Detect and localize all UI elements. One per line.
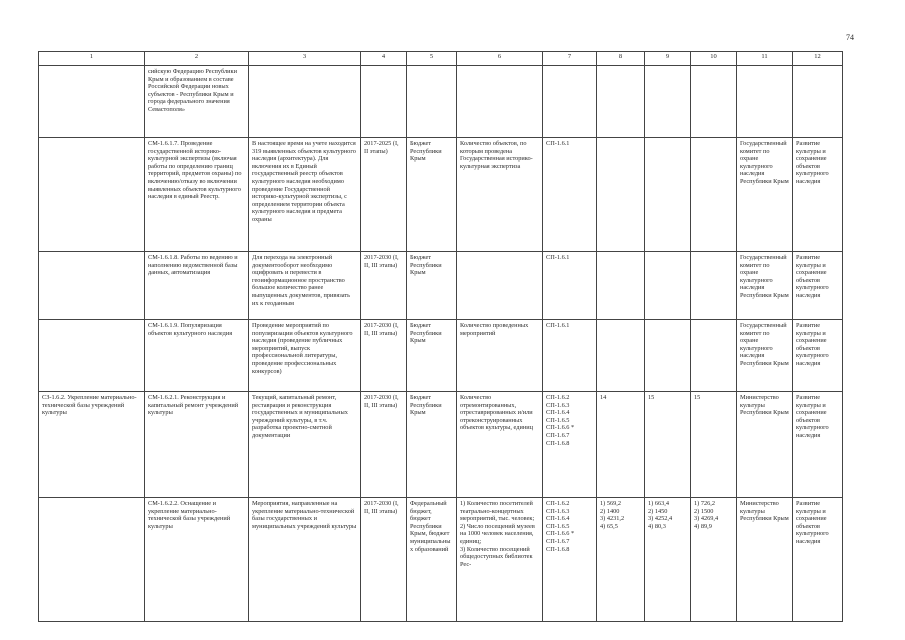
responsible-cell [737,66,793,138]
measure-cell: СМ-1.6.1.7. Проведение государственной историко-культурной экспертизы (включая работы по определению границ территорий, предметов охраны) по включению/отказу во включении выявленных объектов культурного наследия в единый Реестр. [145,138,249,252]
goal-cell [39,66,145,138]
table-row [39,392,843,498]
indicator-cell: Количество проведенных мероприятий [457,320,543,392]
header-cell: 12 [793,52,843,66]
funding-cell: Бюджет Республики Крым [407,252,457,320]
description-cell: Для перехода на электронный документооборот необходимо оцифровать и перевести в геоинформационное пространство большое количество ранее выпущенных документов, привязать их к геоданным [249,252,361,320]
value-cell [645,252,691,320]
value-cell [645,320,691,392]
goal-cell [39,320,145,392]
value-cell: 1) 663,4 2) 1450 3) 4252,4 4) 80,3 [645,498,691,622]
indicator-cell [457,66,543,138]
goal-cell [39,498,145,622]
goal-cell [39,252,145,320]
value-cell [691,320,737,392]
code-cell: СП-1.6.2 СП-1.6.3 СП-1.6.4 СП-1.6.5 СП-1.6.6 * СП-1.6.7 СП-1.6.8 [543,392,597,498]
measure-cell: СМ-1.6.2.1. Реконструкция и капитальный ремонт учреждений культуры [145,392,249,498]
measure-cell: сийскую Федерацию Республики Крым и образованием в составе Российской Федерации новых субъектов - Республики Крым и города федерального значения Севастополя» [145,66,249,138]
value-cell: 1) 569,2 2) 1400 3) 4231,2 4) 65,5 [597,498,645,622]
value-cell [597,66,645,138]
measure-cell: СМ-1.6.1.8. Работы по ведению и наполнению ведомственной базы данных, автоматизация [145,252,249,320]
responsible-cell: Государственный комитет по охране культурного наследия Республики Крым [737,320,793,392]
goal-cell: СЗ-1.6.2. Укрепление материально-технической базы учреждений культуры [39,392,145,498]
code-cell: СП-1.6.1 [543,138,597,252]
value-cell [691,138,737,252]
code-cell: СП-1.6.1 [543,320,597,392]
value-cell [645,138,691,252]
header-cell: 8 [597,52,645,66]
goal-cell [39,138,145,252]
period-cell: 2017-2030 (I, II, III этапы) [361,498,407,622]
header-cell: 5 [407,52,457,66]
value-cell: 15 [691,392,737,498]
responsible-cell: Министерство культуры Республики Крым [737,392,793,498]
indicator-cell: 1) Количество посетителей театрально-концертных мероприятий, тыс. человек; 2) Число посещений музеев на 1000 человек населения, единиц; 3) Количество посещений общедоступных библиотек Рес- [457,498,543,622]
header-cell: 2 [145,52,249,66]
value-cell [691,66,737,138]
table-row [39,498,843,622]
period-cell: 2017-2030 (I, II, III этапы) [361,320,407,392]
indicator-cell: Количество объектов, по которым проведена Государственная историко-культурная экспертиза [457,138,543,252]
header-cell: 11 [737,52,793,66]
result-cell: Развитие культуры и сохранение объектов культурного наследия [793,320,843,392]
header-cell: 1 [39,52,145,66]
value-cell: 15 [645,392,691,498]
funding-cell [407,66,457,138]
header-row [39,52,843,66]
value-cell [597,252,645,320]
funding-cell: Бюджет Республики Крым [407,138,457,252]
funding-cell: Бюджет Республики Крым [407,320,457,392]
table-row [39,138,843,252]
value-cell [645,66,691,138]
header-cell: 9 [645,52,691,66]
responsible-cell: Государственный комитет по охране культурного наследия Республики Крым [737,138,793,252]
description-cell: В настоящее время на учете находится 319 выявленных объектов культурного наследия (архитектура). Для включения их в Единый государственный реестр объектов культурного наследия необходимо проведение Государственной историко-культурной экспертизы, с определением территории объекта культурного наследия и предмета охраны [249,138,361,252]
header-cell: 7 [543,52,597,66]
code-cell: СП-1.6.2 СП-1.6.3 СП-1.6.4 СП-1.6.5 СП-1.6.6 * СП-1.6.7 СП-1.6.8 [543,498,597,622]
table-row [39,66,843,138]
page-number: 74 [846,33,854,42]
value-cell [691,252,737,320]
responsible-cell: Государственный комитет по охране культурного наследия Республики Крым [737,252,793,320]
funding-cell: Федеральный бюджет, бюджет Республики Крым, бюджет муниципальных образований [407,498,457,622]
value-cell [597,138,645,252]
header-cell: 3 [249,52,361,66]
indicator-cell [457,252,543,320]
period-cell [361,66,407,138]
measure-cell: СМ-1.6.2.2. Оснащение и укрепление материально-технической базы учреждений культуры [145,498,249,622]
result-cell: Развитие культуры и сохранение объектов культурного наследия [793,392,843,498]
header-cell: 10 [691,52,737,66]
header-cell: 4 [361,52,407,66]
result-cell: Развитие культуры и сохранение объектов культурного наследия [793,498,843,622]
header-cell: 6 [457,52,543,66]
responsible-cell: Министерство культуры Республики Крым [737,498,793,622]
period-cell: 2017-2030 (I, II, III этапы) [361,252,407,320]
result-cell: Развитие культуры и сохранение объектов культурного наследия [793,138,843,252]
description-cell: Текущий, капитальный ремонт, реставрация и реконструкция государственных и муниципальных учреждений культуры, в т.ч. разработка проектно-сметной документации [249,392,361,498]
value-cell: 1) 726,2 2) 1500 3) 4269,4 4) 89,9 [691,498,737,622]
code-cell [543,66,597,138]
measure-cell: СМ-1.6.1.9. Популяризация объектов культурного наследия [145,320,249,392]
indicator-cell: Количество отремонтированных, отреставрированных и/или отреконструированных объектов культуры, единиц [457,392,543,498]
description-cell [249,66,361,138]
value-cell: 14 [597,392,645,498]
funding-cell: Бюджет Республики Крым [407,392,457,498]
description-cell: Мероприятия, направленные на укрепление материально-технической базы государственных и муниципальных учреждений культуры [249,498,361,622]
table-row [39,252,843,320]
period-cell: 2017-2025 (I, II этапы) [361,138,407,252]
code-cell: СП-1.6.1 [543,252,597,320]
description-cell: Проведение мероприятий по популяризации объектов культурного наследия (проведение публичных мероприятий, выпуск профессиональной литературы, проведение профессиональных конкурсов) [249,320,361,392]
period-cell: 2017-2030 (I, II, III этапы) [361,392,407,498]
program-measures-table [38,51,843,622]
table-row [39,320,843,392]
result-cell [793,66,843,138]
result-cell: Развитие культуры и сохранение объектов культурного наследия [793,252,843,320]
value-cell [597,320,645,392]
